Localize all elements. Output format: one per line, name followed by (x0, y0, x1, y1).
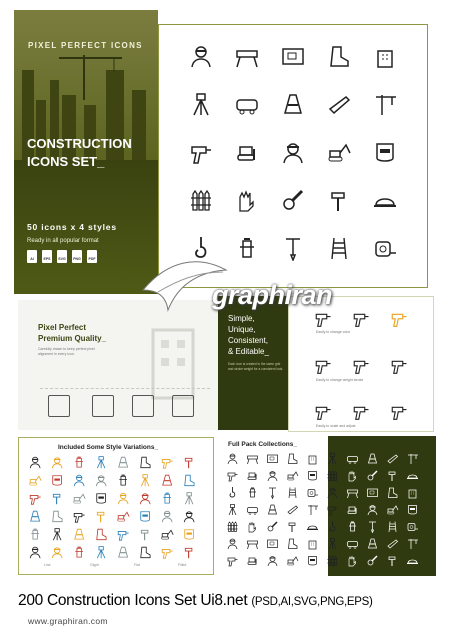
tool-caption: Easily to scale and adjust (316, 424, 356, 428)
hard-hat-icon (306, 520, 319, 533)
hard-hat-icon (406, 469, 419, 482)
grid-divider (40, 388, 210, 389)
drill-icon (188, 139, 214, 165)
bulldozer-icon (346, 503, 359, 516)
concrete-mixer-icon (246, 503, 259, 516)
female-worker-icon (138, 491, 152, 505)
traffic-cone-icon (28, 509, 42, 523)
traffic-cone-icon (116, 545, 130, 559)
fire-hydrant-icon (28, 527, 42, 541)
welding-mask-icon (138, 509, 152, 523)
female-worker-icon (366, 503, 379, 516)
tape-measure-icon (372, 235, 398, 261)
excavator-icon (160, 527, 174, 541)
fire-hydrant-icon (72, 545, 86, 559)
fire-hydrant-icon (246, 486, 259, 499)
hero-ready-text: Ready in all popular format (27, 238, 99, 244)
worker-icon (72, 473, 86, 487)
excavator-icon (326, 139, 352, 165)
hero-top-label: PIXEL PERFECT ICONS (28, 41, 143, 50)
fire-hydrant-icon (234, 235, 260, 261)
crane-hook-icon (326, 520, 339, 533)
drill-icon (48, 395, 70, 417)
surveyor-tripod-icon (94, 545, 108, 559)
building-crane-icon (306, 452, 319, 465)
format-label: SVG (58, 257, 66, 261)
drill-icon (326, 503, 339, 516)
hero-title-line2: ICONS SET_ (27, 154, 105, 169)
traffic-cone-icon (366, 537, 379, 550)
surveyor-tripod-icon (326, 452, 339, 465)
style-variations-title: Included Some Style Variations_ (58, 444, 159, 451)
quality-description: Carefully drawn to keep perfect pixel alignment in every icon. (38, 347, 95, 356)
traffic-cone-icon (160, 473, 174, 487)
ladder-icon (326, 235, 352, 261)
full-pack-dark-panel (328, 436, 436, 576)
worker-icon (326, 486, 339, 499)
drill-icon (226, 469, 239, 482)
tool-caption: Easily to change color (316, 330, 351, 334)
welding-mask-icon (306, 554, 319, 567)
concrete-mixer-icon (346, 537, 359, 550)
road-barrier-icon (246, 452, 259, 465)
fence-icon (188, 187, 214, 213)
format-label: EPS (43, 257, 51, 261)
surveyor-tripod-icon (138, 473, 152, 487)
blueprint-icon (366, 486, 379, 499)
excavator-icon (286, 469, 299, 482)
female-worker-icon (50, 455, 64, 469)
chainsaw-icon (386, 537, 399, 550)
drill-icon (116, 527, 130, 541)
excavator-icon (386, 503, 399, 516)
caption-formats: (PSD,AI,SVG,PNG,EPS) (251, 596, 373, 608)
work-boot-icon (182, 473, 196, 487)
fence-icon (326, 469, 339, 482)
fire-hydrant-icon (160, 491, 174, 505)
welding-mask-icon (372, 139, 398, 165)
bulldozer-icon (246, 554, 259, 567)
work-boot-icon (138, 545, 152, 559)
building-crane-icon (406, 486, 419, 499)
style-name: Filled (178, 563, 187, 567)
angle-grinder-icon (366, 469, 379, 482)
gloves-icon (346, 554, 359, 567)
hammer-icon (386, 469, 399, 482)
welding-mask-icon (306, 469, 319, 482)
drill-icon (389, 355, 409, 375)
excavator-icon (286, 554, 299, 567)
work-boot-icon (94, 527, 108, 541)
hard-hat-icon (406, 554, 419, 567)
chainsaw-icon (286, 503, 299, 516)
drill-icon (72, 509, 86, 523)
feature-line: Simple, (228, 314, 255, 323)
drill-icon (351, 308, 371, 328)
bulldozer-icon (234, 139, 260, 165)
quality-title-line1: Pixel Perfect (38, 323, 87, 332)
hero-icon-count: 50 icons x 4 styles (27, 222, 117, 232)
traffic-cone-icon (366, 452, 379, 465)
building-crane-icon (372, 43, 398, 69)
jackhammer-icon (266, 486, 279, 499)
feature-line: & Editable_ (228, 347, 269, 356)
female-worker-icon (50, 545, 64, 559)
bulldozer-icon (92, 395, 114, 417)
format-label: PNG (73, 257, 81, 261)
surveyor-tripod-icon (182, 491, 196, 505)
fire-hydrant-icon (116, 473, 130, 487)
female-worker-icon (182, 509, 196, 523)
jackhammer-icon (280, 235, 306, 261)
drill-icon (28, 491, 42, 505)
fence-icon (226, 520, 239, 533)
worker-icon (132, 395, 154, 417)
angle-grinder-icon (280, 187, 306, 213)
style-name: Flat (134, 563, 140, 567)
site-url[interactable]: www.graphiran.com (28, 616, 108, 626)
surveyor-tripod-icon (226, 503, 239, 516)
surveyor-tripod-icon (50, 527, 64, 541)
format-file-icon (57, 250, 67, 263)
excavator-icon (172, 395, 194, 417)
tower-crane-icon (406, 452, 419, 465)
hard-hat-icon (372, 187, 398, 213)
hammer-icon (182, 455, 196, 469)
format-label: PDF (88, 257, 96, 261)
ladder-icon (286, 486, 299, 499)
fire-hydrant-icon (346, 520, 359, 533)
surveyor-tripod-icon (94, 455, 108, 469)
format-file-icon (72, 250, 82, 263)
format-file-icon (27, 250, 37, 263)
feature-line: Unique, (228, 325, 256, 334)
blueprint-icon (266, 452, 279, 465)
angle-grinder-icon (266, 520, 279, 533)
traffic-cone-icon (116, 455, 130, 469)
crane-hook-icon (226, 486, 239, 499)
ladder-icon (386, 520, 399, 533)
hero-title (27, 135, 152, 171)
road-barrier-icon (346, 486, 359, 499)
drill-icon (389, 401, 409, 421)
blueprint-icon (266, 537, 279, 550)
worker-icon (226, 537, 239, 550)
worker-icon (226, 452, 239, 465)
fence-icon (326, 554, 339, 567)
tower-crane-icon (372, 91, 398, 117)
construction-crane-silhouette (54, 50, 124, 100)
work-boot-icon (326, 43, 352, 69)
female-worker-icon (266, 469, 279, 482)
drill-icon (351, 355, 371, 375)
style-name: Glyph (90, 563, 100, 567)
welding-mask-icon (94, 491, 108, 505)
tool-caption: Easily to change weight stroke (316, 378, 364, 382)
work-boot-icon (286, 537, 299, 550)
hammer-icon (286, 520, 299, 533)
hero-title-line1: CONSTRUCTION (27, 136, 132, 151)
watermark-brand: graphiran (212, 280, 333, 310)
features-title (228, 313, 269, 357)
chainsaw-icon (386, 452, 399, 465)
excavator-icon (28, 473, 42, 487)
work-boot-icon (50, 509, 64, 523)
worker-icon (116, 491, 130, 505)
drill-icon (160, 455, 174, 469)
style-name: Line (44, 563, 51, 567)
concrete-mixer-icon (234, 91, 260, 117)
excavator-icon (116, 509, 130, 523)
gloves-icon (246, 520, 259, 533)
quality-title (38, 322, 106, 344)
traffic-cone-icon (266, 503, 279, 516)
concrete-mixer-icon (346, 452, 359, 465)
blueprint-icon (280, 43, 306, 69)
caption-title: 200 Construction Icons Set Ui8.net (18, 592, 248, 609)
hammer-icon (182, 545, 196, 559)
female-worker-icon (94, 473, 108, 487)
welding-mask-icon (182, 527, 196, 541)
road-barrier-icon (246, 537, 259, 550)
fire-hydrant-icon (72, 455, 86, 469)
drill-icon (351, 401, 371, 421)
format-file-icon (87, 250, 97, 263)
surveyor-tripod-icon (326, 537, 339, 550)
drill-icon (313, 355, 333, 375)
drill-icon (160, 545, 174, 559)
work-boot-icon (386, 486, 399, 499)
hammer-icon (326, 187, 352, 213)
surveyor-tripod-icon (188, 91, 214, 117)
welding-mask-icon (50, 473, 64, 487)
bulldozer-icon (246, 469, 259, 482)
hammer-icon (386, 554, 399, 567)
tower-crane-icon (306, 503, 319, 516)
jackhammer-icon (366, 520, 379, 533)
angle-grinder-icon (366, 554, 379, 567)
worker-icon (160, 509, 174, 523)
hammer-icon (138, 527, 152, 541)
hammer-icon (50, 491, 64, 505)
work-boot-icon (138, 455, 152, 469)
features-description: Each icon is created in the same grid and stroke weight for a consistent look. (228, 362, 284, 371)
format-label: AI (30, 257, 34, 261)
main-caption (18, 592, 373, 610)
drill-icon (313, 401, 333, 421)
road-barrier-icon (234, 43, 260, 69)
drill-icon (313, 308, 333, 328)
worker-icon (28, 455, 42, 469)
work-boot-icon (286, 452, 299, 465)
female-worker-icon (280, 139, 306, 165)
building-crane-icon (306, 537, 319, 550)
female-worker-icon (266, 554, 279, 567)
gloves-icon (234, 187, 260, 213)
chainsaw-icon (326, 91, 352, 117)
drill-icon (389, 308, 409, 328)
traffic-cone-icon (280, 91, 306, 117)
excavator-icon (72, 491, 86, 505)
format-file-icon (42, 250, 52, 263)
tower-crane-icon (406, 537, 419, 550)
hammer-icon (94, 509, 108, 523)
worker-icon (28, 545, 42, 559)
full-pack-title: Full Pack Collections_ (228, 441, 297, 448)
worker-icon (188, 43, 214, 69)
quality-title-line2: Premium Quality_ (38, 334, 107, 343)
tape-measure-icon (406, 520, 419, 533)
welding-mask-icon (406, 503, 419, 516)
tape-measure-icon (306, 486, 319, 499)
feature-line: Consistent, (228, 336, 269, 345)
gloves-icon (346, 469, 359, 482)
drill-icon (226, 554, 239, 567)
traffic-cone-icon (72, 527, 86, 541)
